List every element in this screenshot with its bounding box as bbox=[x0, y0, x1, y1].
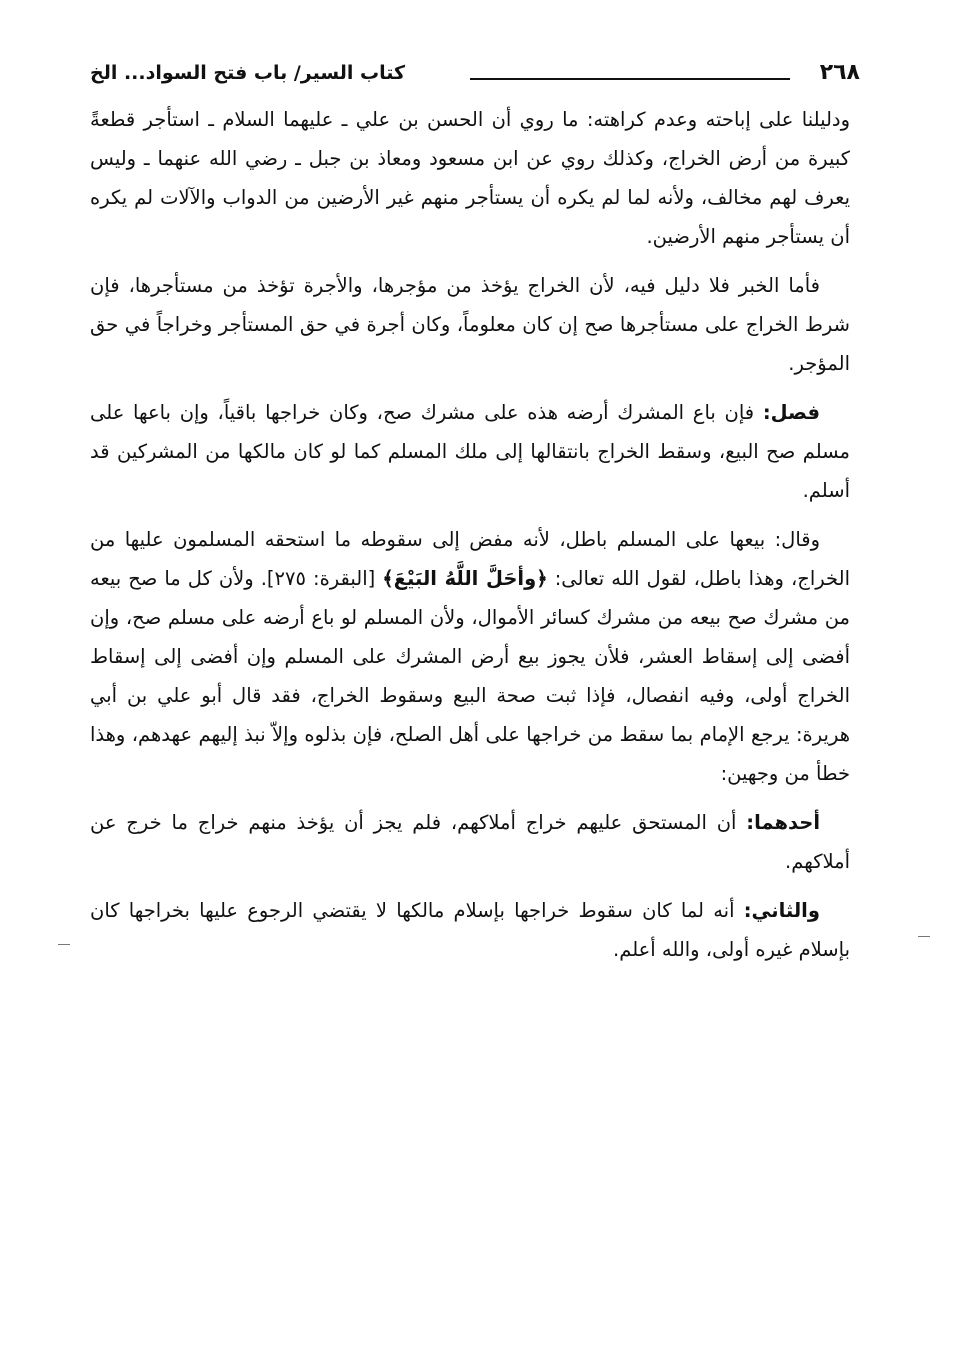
paragraph-text: [البقرة: ٢٧٥]. ولأن كل ما صح بيعه من مشرك صح بيعه من مشرك كسائر الأموال، ولأن المسلم لو باع أرضه على مسلم صح، وإن أفضى إلى إسقاط العشر، فلأن يجوز بيع أرض المشرك على المسلم وإن أفضى إلى إسقاط الخراج أولى، وفيه انفصال، فإذا ثبت صحة البيع وسقوط الخراج، فقد قال أبو علي بن أبي هريرة: يرجع الإمام بما سقط من خراجها على أهل الصلح، فإن بذلوه وإلاّ نبذ إليهم عهدهم، وهذا خطأ من وجهين: bbox=[90, 567, 850, 785]
running-title: كتاب السير/ باب فتح السواد... الخ bbox=[90, 62, 406, 84]
reason-term: أحدهما: bbox=[746, 811, 820, 834]
paragraph-text: وقال: بيعها على المسلم باطل، لأنه مفض إلى سقوطه ما استحقه المسلمون عليها من الخراج، وهذا باطل، لقول الله تعالى: bbox=[90, 528, 850, 590]
header-rule bbox=[470, 78, 790, 80]
paragraph-khabar bbox=[90, 266, 850, 383]
page-header bbox=[90, 58, 860, 98]
scan-mark-right bbox=[918, 936, 930, 937]
paragraph-text: فإن باع المشرك أرضه هذه على مشرك صح، وكان خراجها باقياً، وإن باعها على مسلم صح البيع، وسقط الخراج بانتقالها إلى ملك المسلم كما لو كان مالكها من المشركين قد أسلم. bbox=[90, 401, 850, 502]
scan-mark-left bbox=[58, 944, 70, 945]
paragraph-fasl bbox=[90, 393, 850, 510]
paragraph-text: أنه لما كان سقوط خراجها بإسلام مالكها لا يقتضي الرجوع عليها بخراجها كان بإسلام غيره أولى، والله أعلم. bbox=[90, 899, 850, 961]
paragraph-sale-ruling bbox=[90, 520, 850, 793]
body-text bbox=[90, 100, 850, 979]
paragraph-text: أن المستحق عليهم خراج أملاكهم، فلم يجز أن يؤخذ منهم خراج ما خرج عن أملاكهم. bbox=[90, 811, 850, 873]
section-term: فصل: bbox=[762, 401, 820, 424]
page-number: ٢٦٨ bbox=[819, 60, 860, 85]
paragraph-text: فأما الخبر فلا دليل فيه، لأن الخراج يؤخذ من مؤجرها، والأجرة تؤخذ من مستأجرها، فإن شرط الخراج على مستأجرها صح إن كان معلوماً، وكان أجرة في حق المستأجر وخراجاً في حق المؤجر. bbox=[90, 274, 850, 375]
paragraph-evidence bbox=[90, 100, 850, 256]
paragraph-second-reason bbox=[90, 891, 850, 969]
paragraph-text: ودليلنا على إباحته وعدم كراهته: ما روي أن الحسن بن علي ـ عليهما السلام ـ استأجر قطعةً كبيرة من أرض الخراج، وكذلك روي عن ابن مسعود ومعاذ بن جبل ـ رضي الله عنهما ـ وليس يعرف لهم مخالف، ولأنه لما لم يكره أن يستأجر منهم غير الأرضين من الدواب والآلات لم يكره أن يستأجر منهم الأرضين. bbox=[90, 108, 850, 248]
quran-quote: ﴿وأحَلَّ اللَّهُ البَيْعَ﴾ bbox=[382, 567, 548, 590]
paragraph-first-reason bbox=[90, 803, 850, 881]
reason-term: والثاني: bbox=[743, 899, 820, 922]
